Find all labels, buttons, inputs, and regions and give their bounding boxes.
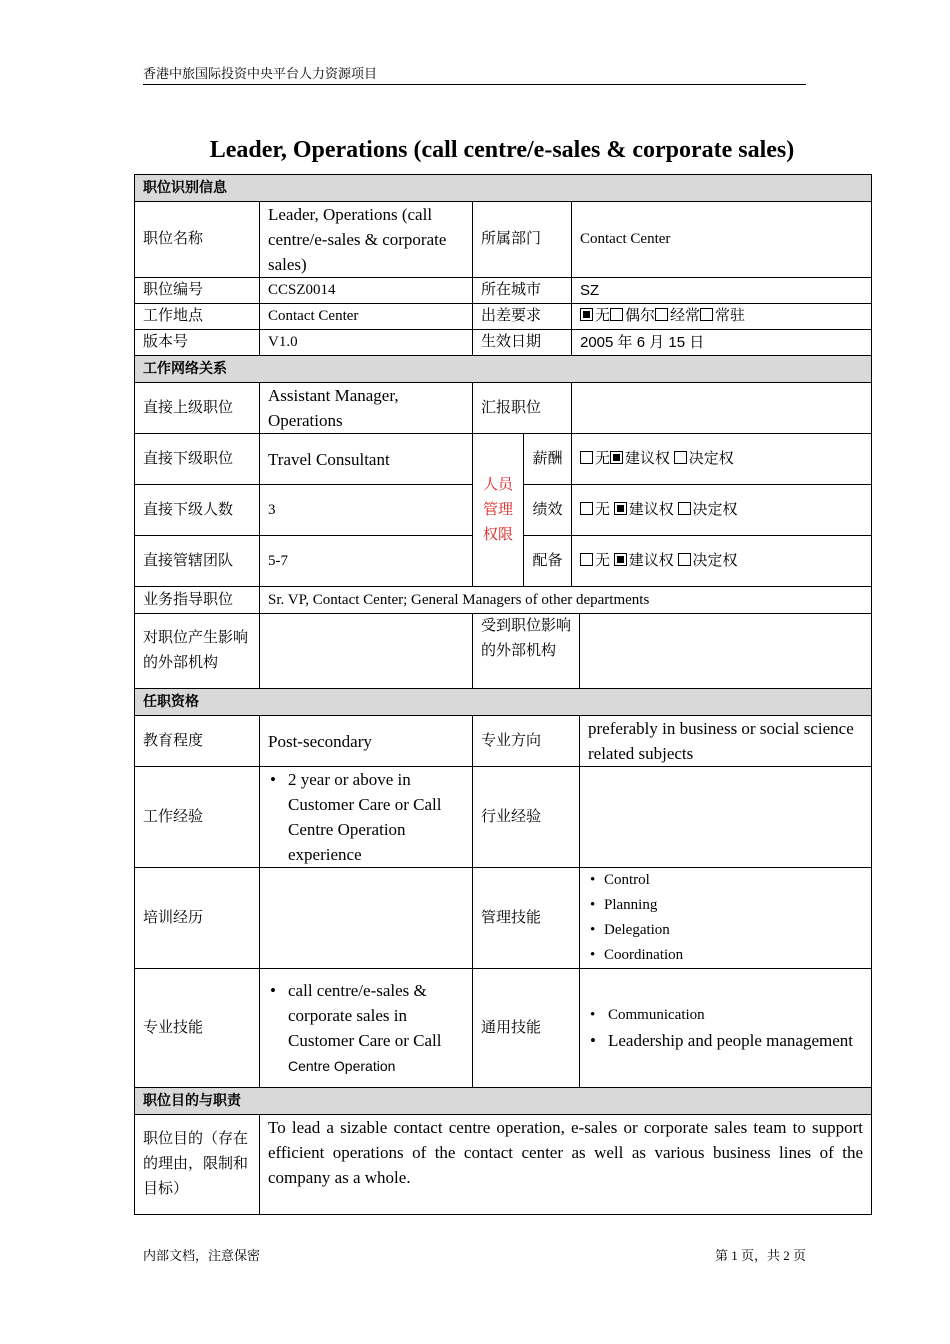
mgmt-label: 管理技能: [473, 868, 580, 969]
project-name: 香港中旅国际投资中央平台人力资源项目: [143, 66, 378, 81]
mgmt-skills-list: [588, 868, 863, 968]
checkbox-checked-icon[interactable]: [614, 553, 627, 566]
authority-staffing-label: 配备: [524, 536, 572, 587]
job-description-table: [134, 174, 872, 1215]
authority-salary-options: 无 建议权 决定权: [572, 434, 872, 485]
report-value: [572, 383, 872, 434]
city-label: 所在城市: [473, 278, 572, 304]
list-item: • call centre/e-sales & corporate sales in Customer Care or Call Centre Operation: [288, 978, 464, 1079]
list-item: • Coordination: [604, 943, 863, 968]
experience-list-cell: [260, 767, 473, 868]
list-item: • Communication: [608, 1003, 863, 1028]
footer-confidential: 内部文档，注意保密: [143, 1248, 261, 1263]
work-location-label: 工作地点: [135, 304, 260, 330]
major-value: preferably in business or social science related subjects: [580, 716, 872, 767]
training-value: [260, 868, 473, 969]
department-label: 所属部门: [473, 202, 572, 278]
industry-label: 行业经验: [473, 767, 580, 868]
page-footer: [143, 1247, 806, 1265]
industry-value: [580, 767, 872, 868]
authority-performance-label: 绩效: [524, 485, 572, 536]
general-skills-list: [588, 1003, 863, 1053]
section-purpose: 职位目的与职责: [135, 1088, 872, 1115]
section-identification: 职位识别信息: [135, 175, 872, 202]
experience-list: [268, 767, 464, 867]
checkbox-icon[interactable]: [678, 502, 691, 515]
page-header: [143, 66, 806, 85]
version-label: 版本号: [135, 330, 260, 356]
checkbox-icon: [700, 308, 713, 321]
team-value: 5-7: [260, 536, 473, 587]
report-label: 汇报职位: [473, 383, 572, 434]
purpose-text: To lead a sizable contact centre operation, e-sales or corporate sales team to support efficient operations of the contact center as well as various business lines of the company as a whole.: [260, 1115, 872, 1215]
effective-date-label: 生效日期: [473, 330, 572, 356]
ext-influence-value: [260, 614, 473, 689]
pro-skills-cell: [260, 969, 473, 1088]
list-item: • 2 year or above in Customer Care or Call Centre Operation experience: [288, 767, 464, 867]
position-name-label: 职位名称: [135, 202, 260, 278]
position-code-label: 职位编号: [135, 278, 260, 304]
travel-option-frequent[interactable]: 经常: [655, 308, 700, 324]
checkbox-checked-icon: [580, 308, 593, 321]
work-location-value: Contact Center: [260, 304, 473, 330]
pro-skills-list: [268, 978, 464, 1079]
general-skills-cell: [580, 969, 872, 1088]
travel-options: [572, 304, 872, 330]
travel-label: 出差要求: [473, 304, 572, 330]
authority-performance-options: 无 建议权 决定权: [572, 485, 872, 536]
list-item: • Planning: [604, 893, 863, 918]
section-network: 工作网络关系: [135, 356, 872, 383]
list-item: • Control: [604, 868, 863, 893]
footer-page-number: 第 1 页，共 2 页: [714, 1248, 806, 1263]
guidance-value: Sr. VP, Contact Center; General Managers of other departments: [260, 587, 872, 614]
authority-label: 人员管理权限: [473, 434, 524, 587]
checkbox-icon[interactable]: [580, 451, 593, 464]
ext-affected-value: [580, 614, 872, 689]
list-item: • Leadership and people management: [608, 1028, 863, 1053]
authority-salary-label: 薪酬: [524, 434, 572, 485]
checkbox-icon[interactable]: [678, 553, 691, 566]
checkbox-icon[interactable]: [674, 451, 687, 464]
city-value: SZ: [572, 278, 872, 304]
team-label: 直接管辖团队: [135, 536, 260, 587]
guidance-label: 业务指导职位: [135, 587, 260, 614]
checkbox-checked-icon[interactable]: [610, 451, 623, 464]
education-value: Post-secondary: [260, 716, 473, 767]
subordinate-value: Travel Consultant: [260, 434, 473, 485]
checkbox-icon: [610, 308, 623, 321]
effective-date-value: 2005 年 6 月 15 日: [572, 330, 872, 356]
document-title: Leader, Operations (call centre/e-sales & corporate sales): [209, 137, 795, 163]
travel-option-none[interactable]: 无: [580, 308, 610, 324]
major-label: 专业方向: [473, 716, 580, 767]
subordinate-label: 直接下级职位: [135, 434, 260, 485]
superior-value: Assistant Manager, Operations: [260, 383, 473, 434]
experience-label: 工作经验: [135, 767, 260, 868]
position-code-value: CCSZ0014: [260, 278, 473, 304]
checkbox-icon[interactable]: [580, 553, 593, 566]
authority-staffing-options: 无 建议权 决定权: [572, 536, 872, 587]
travel-option-occasional[interactable]: 偶尔: [610, 308, 655, 324]
department-value: Contact Center: [572, 202, 872, 278]
version-value: V1.0: [260, 330, 473, 356]
general-skills-label: 通用技能: [473, 969, 580, 1088]
purpose-label: 职位目的（存在的理由，限制和目标）: [135, 1115, 260, 1215]
ext-affected-label: 受到职位影响的外部机构: [473, 614, 580, 689]
superior-label: 直接上级职位: [135, 383, 260, 434]
sub-count-label: 直接下级人数: [135, 485, 260, 536]
position-name-value: Leader, Operations (call centre/e-sales & corporate sales): [260, 202, 473, 278]
mgmt-list-cell: [580, 868, 872, 969]
checkbox-checked-icon[interactable]: [614, 502, 627, 515]
education-label: 教育程度: [135, 716, 260, 767]
training-label: 培训经历: [135, 868, 260, 969]
sub-count-value: 3: [260, 485, 473, 536]
list-item: • Delegation: [604, 918, 863, 943]
section-qualifications: 任职资格: [135, 689, 872, 716]
ext-influence-label: 对职位产生影响的外部机构: [135, 614, 260, 689]
checkbox-icon[interactable]: [580, 502, 593, 515]
travel-option-resident[interactable]: 常驻: [700, 308, 745, 324]
checkbox-icon: [655, 308, 668, 321]
pro-skills-label: 专业技能: [135, 969, 260, 1088]
